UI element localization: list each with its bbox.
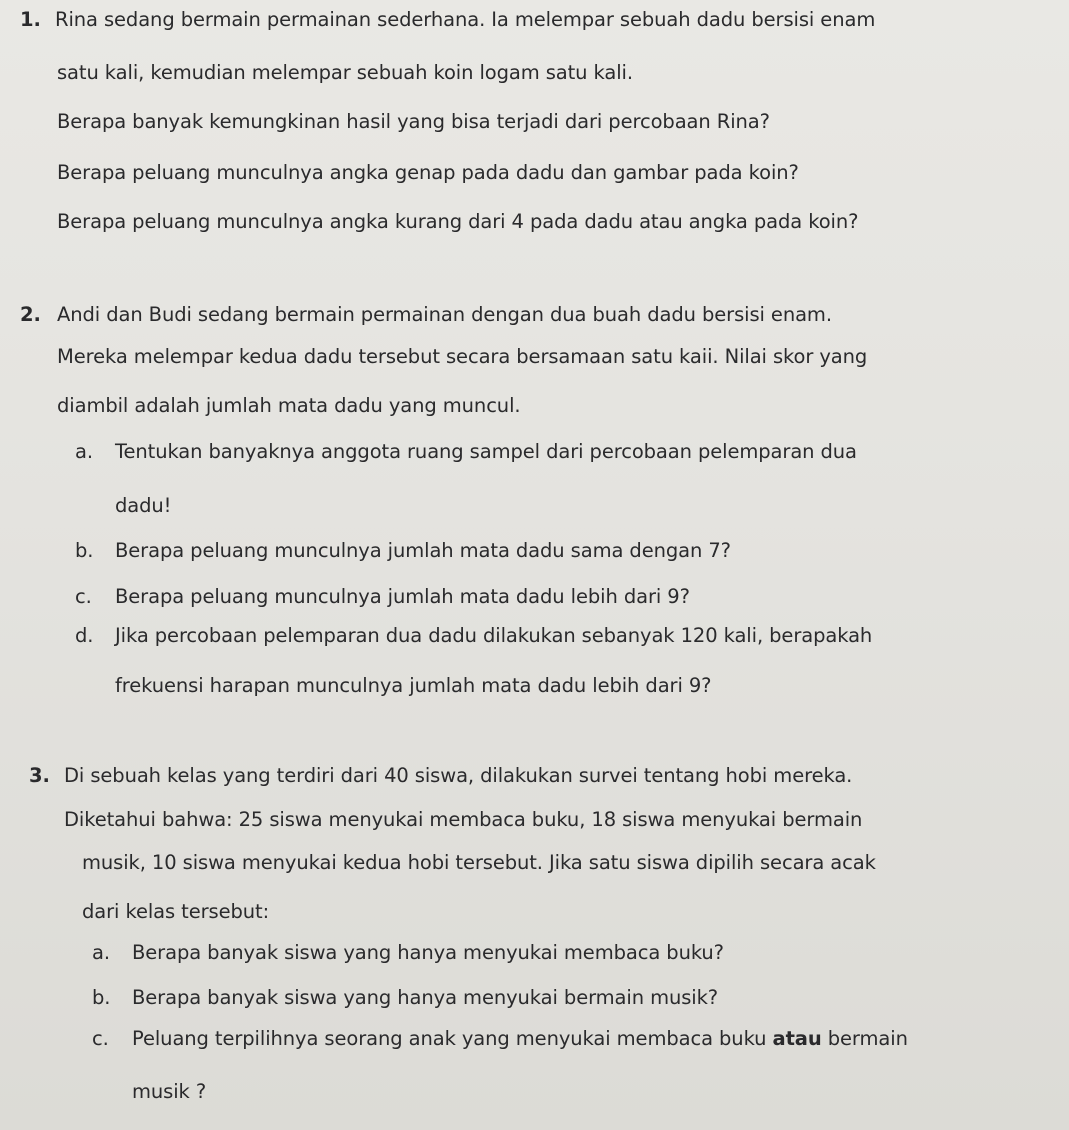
- problem-2-item-d: [75, 624, 872, 648]
- problem-2-number: 2.: [20, 303, 41, 326]
- item-text: bermain: [821, 1027, 908, 1050]
- item-text: Tentukan banyaknya anggota ruang sampel dari percobaan pelemparan dua: [115, 440, 857, 463]
- problem-1-line-3: [57, 110, 770, 134]
- problem-1-text: Rina sedang bermain permainan sederhana. Ia melempar sebuah dadu bersisi enam: [55, 8, 876, 31]
- problem-2-line-1: [20, 303, 832, 327]
- item-text: Peluang terpilihnya seorang anak yang menyukai membaca buku: [132, 1027, 773, 1050]
- problem-2-item-d-cont: [115, 674, 711, 698]
- problem-3-number: 3.: [29, 764, 50, 787]
- item-label: c.: [92, 1027, 109, 1050]
- problem-2-text: Andi dan Budi sedang bermain permainan dengan dua buah dadu bersisi enam.: [57, 303, 832, 326]
- problem-1-question-3: Berapa peluang munculnya angka kurang dari 4 pada dadu atau angka pada koin?: [57, 210, 859, 233]
- problem-3-line-3: [82, 851, 876, 875]
- item-text: Berapa banyak siswa yang hanya menyukai bermain musik?: [132, 986, 719, 1009]
- problem-1-line-2: [57, 61, 633, 85]
- problem-3-line-4: [82, 900, 269, 924]
- problem-2-item-c: [75, 585, 690, 609]
- problem-3-item-c-cont: [132, 1080, 206, 1104]
- item-label: b.: [75, 539, 94, 562]
- problem-2-item-a: [75, 440, 857, 464]
- problem-3-line-2: [64, 808, 862, 832]
- item-label: d.: [75, 624, 94, 647]
- problem-1-number: 1.: [20, 8, 41, 31]
- item-text: dadu!: [115, 494, 172, 517]
- problem-2-item-b: [75, 539, 731, 563]
- item-label: b.: [92, 986, 111, 1009]
- item-text: Berapa peluang munculnya jumlah mata dadu sama dengan 7?: [115, 539, 731, 562]
- problem-2-item-a-cont: [115, 494, 171, 518]
- item-text: Berapa banyak siswa yang hanya menyukai membaca buku?: [132, 941, 724, 964]
- problem-1-line-5: [57, 210, 858, 234]
- item-text: musik ?: [132, 1080, 207, 1103]
- problem-1-question-1: Berapa banyak kemungkinan hasil yang bisa terjadi dari percobaan Rina?: [57, 110, 770, 133]
- problem-1-text: satu kali, kemudian melempar sebuah koin logam satu kali.: [57, 61, 633, 84]
- item-text: Berapa peluang munculnya jumlah mata dadu lebih dari 9?: [115, 585, 690, 608]
- problem-3-text: Diketahui bahwa: 25 siswa menyukai membaca buku, 18 siswa menyukai bermain: [64, 808, 863, 831]
- problem-3-item-a: [92, 941, 724, 965]
- problem-3-item-b: [92, 986, 718, 1010]
- item-label: a.: [92, 941, 110, 964]
- item-label: c.: [75, 585, 92, 608]
- item-label: a.: [75, 440, 93, 463]
- problem-1-question-2: Berapa peluang munculnya angka genap pada dadu dan gambar pada koin?: [57, 161, 799, 184]
- problem-3-text: Di sebuah kelas yang terdiri dari 40 siswa, dilakukan survei tentang hobi mereka.: [64, 764, 853, 787]
- problem-3-item-c: [92, 1027, 908, 1051]
- problem-3-text: musik, 10 siswa menyukai kedua hobi tersebut. Jika satu siswa dipilih secara acak: [82, 851, 876, 874]
- problem-2-line-3: [57, 394, 521, 418]
- problem-1-line-1: [20, 8, 875, 32]
- item-text: Jika percobaan pelemparan dua dadu dilakukan sebanyak 120 kali, berapakah: [115, 624, 873, 647]
- problem-3-line-1: [29, 764, 852, 788]
- problem-2-line-2: [57, 345, 867, 369]
- item-text: frekuensi harapan munculnya jumlah mata dadu lebih dari 9?: [115, 674, 712, 697]
- problem-1-line-4: [57, 161, 799, 185]
- item-text-bold: atau: [772, 1027, 822, 1050]
- problem-2-text: Mereka melempar kedua dadu tersebut secara bersamaan satu kaii. Nilai skor yang: [57, 345, 868, 368]
- problem-2-text: diambil adalah jumlah mata dadu yang muncul.: [57, 394, 521, 417]
- problem-3-text: dari kelas tersebut:: [82, 900, 270, 923]
